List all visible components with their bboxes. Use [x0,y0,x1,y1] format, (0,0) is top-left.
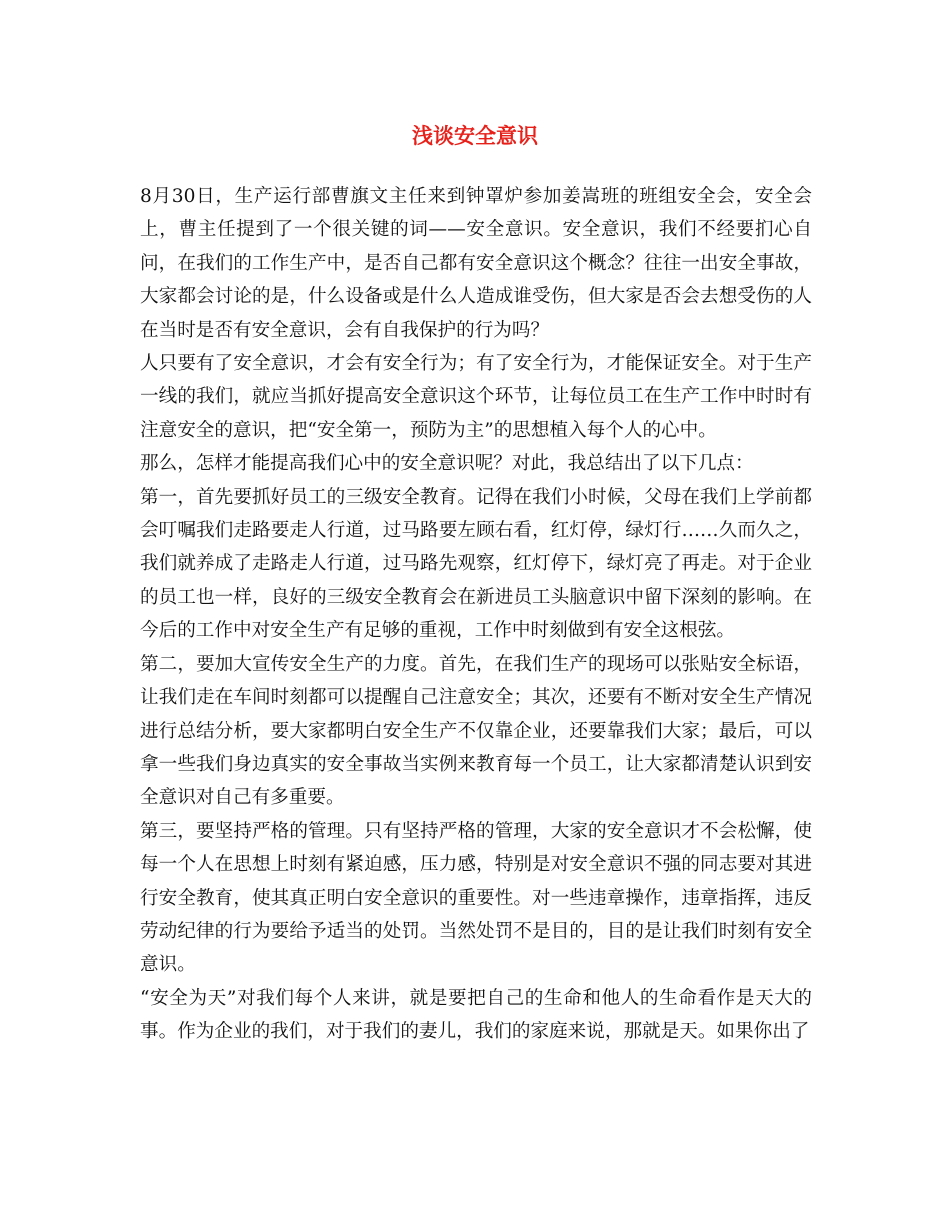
document-body [140,180,812,1049]
paragraph-point-three: 第三，要坚持严格的管理。只有坚持严格的管理，大家的安全意识才不会松懈，使每一个人在思想上时刻有紧迫感，压力感，特别是对安全意识不强的同志要对其进行安全教育，使其真正明白安全意识的重要性。对一些违章操作，违章指挥，违反劳动纪律的行为要给予适当的处罚。当然处罚不是目的，目的是让我们时刻有安全意识。 [140,820,812,976]
paragraph-point-one: 第一，首先要抓好员工的三级安全教育。记得在我们小时候，父母在我们上学前都会叮嘱我们走路要走人行道，过马路要左顾右看，红灯停，绿灯行……久而久之，我们就养成了走路走人行道，过马路先观察，红灯停下，绿灯亮了再走。对于企业的员工也一样，良好的三级安全教育会在新进员工头脑意识中留下深刻的影响。在今后的工作中对安全生产有足够的重视，工作中时刻做到有安全这根弦。 [140,486,812,642]
paragraph-question: 那么，怎样才能提高我们心中的安全意识呢？对此，我总结出了以下几点： [140,453,754,475]
paragraph-point-two: 第二，要加大宣传安全生产的力度。首先，在我们生产的现场可以张贴安全标语，让我们走在车间时刻都可以提醒自己注意安全；其次，还要有不断对安全生产情况进行总结分析，要大家都明白安全生产不仅靠企业，还要靠我们大家；最后，可以拿一些我们身边真实的安全事故当实例来教育每一个员工，让大家都清楚认识到安全意识对自己有多重要。 [140,653,812,809]
page-title: 浅谈安全意识 [412,124,538,148]
paragraph-safety-first: “安全为天”对我们每个人来讲，就是要把自己的生命和他人的生命看作是天大的事。作为企业的我们，对于我们的妻儿，我们的家庭来说，那就是天。如果你出了 [140,987,812,1043]
paragraph-intro: 8月30日，生产运行部曹旗文主任来到钟罩炉参加姜嵩班的班组安全会，安全会上，曹主任提到了一个很关键的词——安全意识。安全意识，我们不经要扪心自问，在我们的工作生产中，是否自己都有安全意识这个概念？往往一出安全事故，大家都会讨论的是，什么设备或是什么人造成谁受伤，但大家是否会去想受伤的人在当时是否有安全意识，会有自我保护的行为吗？ [140,186,812,341]
paragraph-awareness: 人只要有了安全意识，才会有安全行为；有了安全行为，才能保证安全。对于生产一线的我们，就应当抓好提高安全意识这个环节，让每位员工在生产工作中时时有注意安全的意识，把“安全第一，预防为主”的思想植入每个人的心中。 [140,353,812,441]
